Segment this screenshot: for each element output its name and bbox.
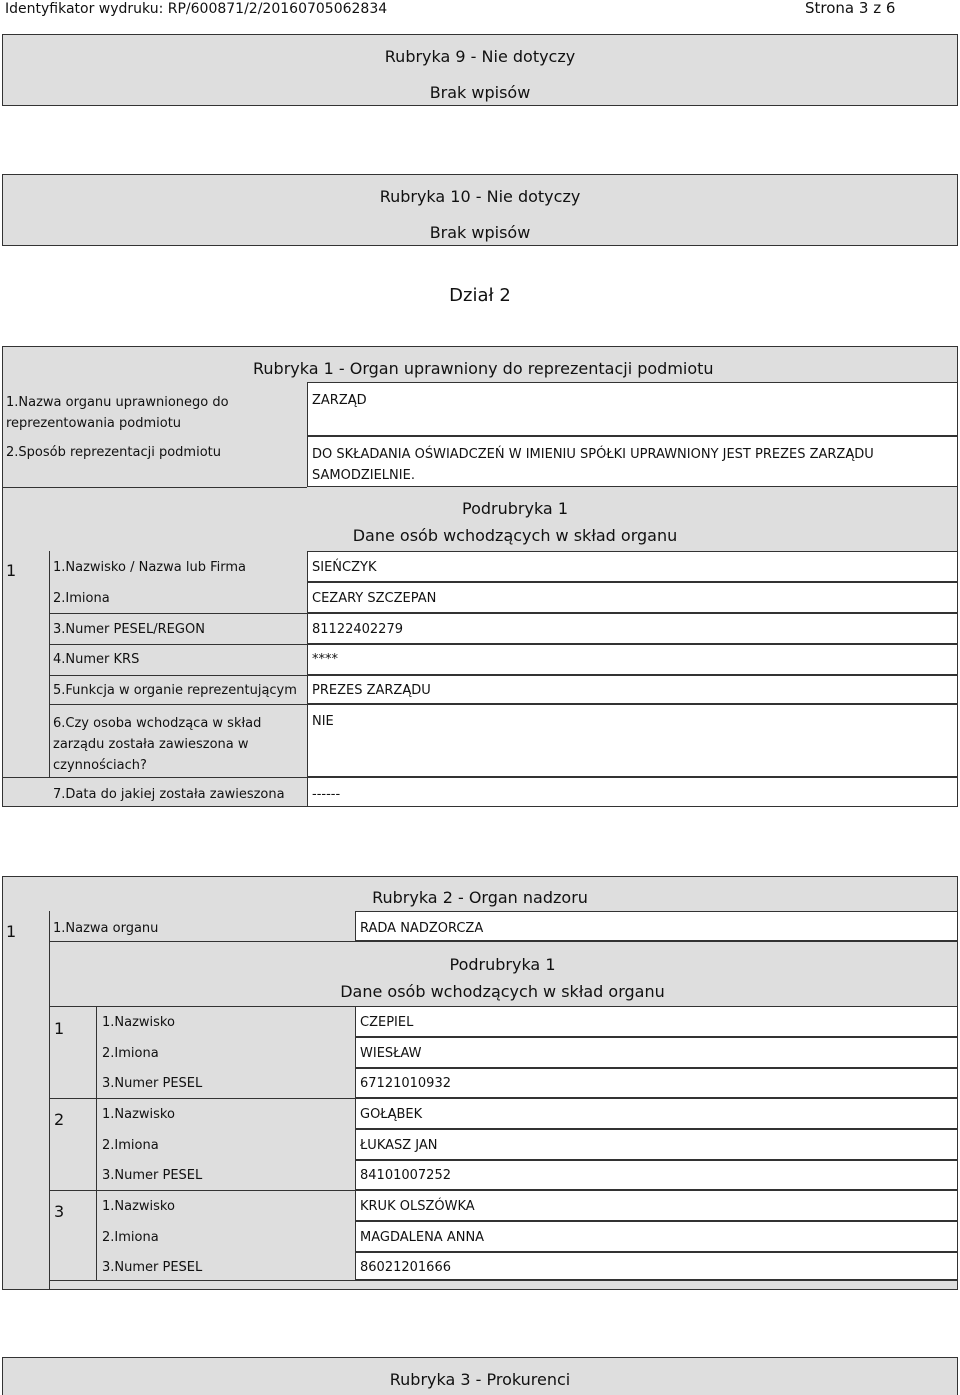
member-surname: KRUK OLSZÓWKA xyxy=(360,1199,475,1214)
person-krs: **** xyxy=(312,652,338,667)
person-names-label: 2.Imiona xyxy=(53,591,110,606)
member-surname-label: 1.Nazwisko xyxy=(102,1107,175,1122)
organ-title: Rubryka 1 - Organ uprawniony do reprezentacji podmiotu xyxy=(253,359,714,378)
member-divider xyxy=(49,1098,355,1099)
person-row-divider xyxy=(49,644,307,645)
nadzor-name-value: RADA NADZORCZA xyxy=(360,921,484,936)
organ-subsection-title: Podrubryka 1 xyxy=(462,499,568,518)
member-pesel: 86021201666 xyxy=(360,1260,451,1275)
person-function: PREZES ZARZĄDU xyxy=(312,683,431,698)
organ-subsection-subtitle: Dane osób wchodzących w skład organu xyxy=(352,526,678,545)
person-pesel-label: 3.Numer PESEL/REGON xyxy=(53,622,205,637)
nadzor-name-divider xyxy=(49,941,958,942)
member-index: 2 xyxy=(54,1110,65,1129)
page-number: Strona 3 z 6 xyxy=(805,0,896,17)
person-suspended: NIE xyxy=(312,714,334,729)
person-date-cell xyxy=(307,777,958,807)
person-date-label: 7.Data do jakiej została zawieszona xyxy=(53,787,285,802)
person-names: CEZARY SZCZEPAN xyxy=(312,591,437,606)
member-names: WIESŁAW xyxy=(360,1046,422,1061)
member-names-label: 2.Imiona xyxy=(102,1230,159,1245)
members-index-divider xyxy=(96,1006,97,1280)
person-krs-cell xyxy=(307,644,958,675)
rubryka-10-empty: Brak wpisów xyxy=(429,223,531,242)
organ-name-value-cell xyxy=(307,382,958,436)
nadzor-subsection-title: Podrubryka 1 xyxy=(449,955,556,974)
rubryka-9-empty: Brak wpisów xyxy=(429,83,531,102)
rubryka-9-title: Rubryka 9 - Nie dotyczy xyxy=(384,47,576,66)
member-surname-label: 1.Nazwisko xyxy=(102,1015,175,1030)
member-pesel: 67121010932 xyxy=(360,1076,451,1091)
member-names-label: 2.Imiona xyxy=(102,1046,159,1061)
organ-method-label: 2.Sposób reprezentacji podmiotu xyxy=(6,445,221,460)
member-surname: CZEPIEL xyxy=(360,1015,414,1030)
person-index: 1 xyxy=(6,561,17,580)
person-row-divider xyxy=(49,675,307,676)
member-index: 3 xyxy=(54,1202,65,1221)
nadzor-index: 1 xyxy=(6,922,17,941)
person-function-label: 5.Funkcja w organie reprezentującym xyxy=(53,683,297,698)
member-pesel-label: 3.Numer PESEL xyxy=(102,1260,203,1275)
organ-method-value: DO SKŁADANIA OŚWIADCZEŃ W IMIENIU SPÓŁKI UPRAWNIONY JEST PREZES ZARZĄDU SAMODZIELNIE. xyxy=(312,447,874,483)
nadzor-title: Rubryka 2 - Organ nadzoru xyxy=(372,888,588,907)
member-names-label: 2.Imiona xyxy=(102,1138,159,1153)
member-names: MAGDALENA ANNA xyxy=(360,1230,485,1245)
person-suspended-cell xyxy=(307,704,958,777)
print-identifier: Identyfikator wydruku: RP/600871/2/20160705062834 xyxy=(5,1,388,17)
organ-name-value: ZARZĄD xyxy=(312,393,367,408)
organ-divider xyxy=(2,487,307,488)
nadzor-subsection-subtitle: Dane osób wchodzących w skład organu xyxy=(340,982,665,1001)
person-date: ------ xyxy=(312,787,341,802)
person-surname-cell xyxy=(307,551,958,582)
nadzor-name-label: 1.Nazwa organu xyxy=(53,921,159,936)
member-index: 1 xyxy=(54,1019,65,1038)
members-bottom-divider xyxy=(49,1280,958,1281)
person-surname: SIEŃCZYK xyxy=(312,560,377,575)
member-surname-label: 1.Nazwisko xyxy=(102,1199,175,1214)
member-value-cell xyxy=(355,1037,958,1068)
person-row-divider xyxy=(49,613,307,614)
member-surname: GOŁĄBEK xyxy=(360,1107,423,1122)
organ-name-label: 1.Nazwa organu uprawnionego do reprezentowania podmiotu xyxy=(6,395,229,431)
section-title: Dział 2 xyxy=(449,285,511,306)
member-pesel-label: 3.Numer PESEL xyxy=(102,1168,203,1183)
member-names: ŁUKASZ JAN xyxy=(360,1138,438,1153)
person-pesel-cell xyxy=(307,613,958,644)
member-pesel-label: 3.Numer PESEL xyxy=(102,1076,203,1091)
member-value-cell xyxy=(355,1006,958,1037)
person-surname-label: 1.Nazwisko / Nazwa lub Firma xyxy=(53,560,246,575)
member-pesel: 84101007252 xyxy=(360,1168,451,1183)
rubryka-3-title: Rubryka 3 - Prokurenci xyxy=(389,1370,571,1389)
rubryka-10-title: Rubryka 10 - Nie dotyczy xyxy=(379,187,581,206)
person-pesel: 81122402279 xyxy=(312,622,403,637)
person-row-divider xyxy=(2,777,307,778)
person-index-divider xyxy=(49,551,50,777)
nadzor-index-divider xyxy=(49,911,50,1290)
person-row-divider xyxy=(49,704,307,705)
person-krs-label: 4.Numer KRS xyxy=(53,652,140,667)
person-suspended-label: 6.Czy osoba wchodząca w skład zarządu została zawieszona w czynnościach? xyxy=(53,716,262,773)
member-value-cell xyxy=(355,1129,958,1160)
member-divider xyxy=(49,1190,355,1191)
member-value-cell xyxy=(355,1098,958,1129)
